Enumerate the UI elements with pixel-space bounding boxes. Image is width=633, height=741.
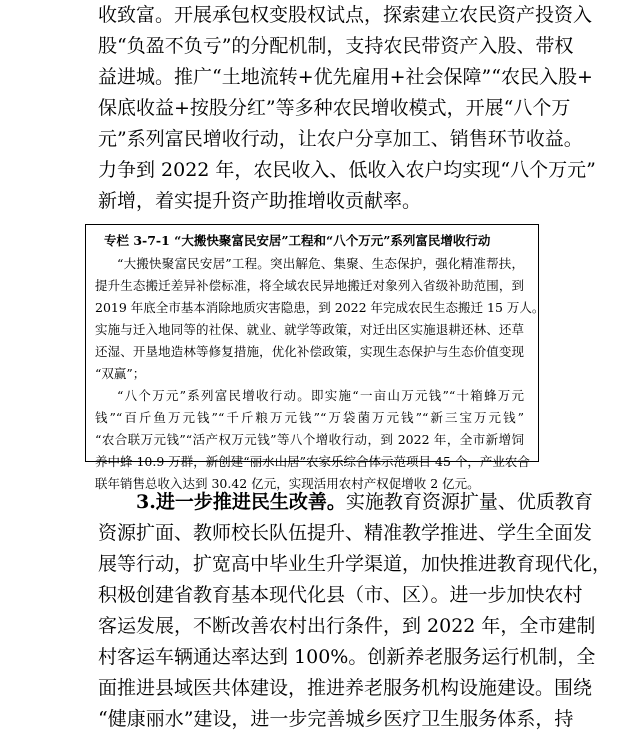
box-line: “八个万元”系列富民增收行动。即实施“一亩山万元钱”“十箱蜂万元 [117,388,524,403]
box-line: 实施与迁入地同等的社保、就业、就学等政策，对迁出区实施退耕还林、还草 [95,322,524,337]
intro-line: 力争到 2022 年，农民收入、低收入农户均实现“八个万元” [98,159,596,181]
box-line: “农合联万元钱”“活产权万元钱”等八个增收行动，到 2022 年，全市新增饲 [95,432,524,447]
section-heading: 3.进一步推进民生改善。 [136,491,346,513]
box-line: “大搬快聚富民安居”工程。突出解危、集聚、生态保护，强化精准帮扶， [117,256,524,271]
box-title: 专栏 3-7-1 “大搬快聚富民安居”工程和“八个万元”系列富民增收行动 [104,233,491,248]
section-first-line [136,489,593,516]
section-line: 村客运车辆通达率达到 100%。创新养老服务运行机制，全 [98,646,596,668]
intro-line: 新增，着实提升资产助推增收贡献率。 [98,190,422,212]
box-line: “双赢”； [95,366,146,381]
box-line: 养中蜂 10.9 万群，新创建“丽水山居”农家乐综合体示范项目 45 个，产业农合 [95,454,530,469]
section-line: 资源扩面、教师校长队伍提升、精准教学推进、学生全面发 [98,522,593,544]
intro-line: 保底收益+按股分红”等多种农民增收模式，开展“八个万 [98,97,571,119]
intro-line: 收致富。开展承包权变股权试点，探索建立农民资产投资入 [98,4,593,26]
box-line: 钱”“百斤鱼万元钱”“千斤粮万元钱”“万袋菌万元钱”“新三宝万元钱” [95,410,524,425]
box-line: 提升生态搬迁差异补偿标准，将全域农民异地搬迁对象列入省级补助范围，到 [95,278,524,293]
intro-line: 益进城。推广“土地流转+优先雇用+社会保障”“农民入股+ [98,66,593,88]
section-first-line-text: 实施教育资源扩量、优质教育 [345,491,593,513]
box-line: 还湿、开垦地造林等修复措施，优化补偿政策，实现生态保护与生态价值变现 [95,344,524,359]
section-line: “健康丽水”建设，进一步完善城乡医疗卫生服务体系，持 [98,708,574,730]
section-line: 积极创建省教育基本现代化县（市、区）。进一步加快农村 [98,584,583,606]
section-line: 客运发展，不断改善农村出行条件，到 2022 年，全市建制 [98,615,596,637]
section-line: 展等行动，扩宽高中毕业生升学渠道，加快推进教育现代化， [98,553,612,575]
intro-line: 元”系列富民增收行动，让农户分享加工、销售环节收益。 [98,128,583,150]
box-line: 2019 年底全市基本消除地质灾害隐患，到 2022 年完成农民生态搬迁 15 万人。 [95,300,545,315]
intro-line: 股“负盈不负亏”的分配机制，支持农民带资产入股、带权 [98,35,574,57]
section-line: 面推进县域医共体建设，推进养老服务机构设施建设。围绕 [98,677,593,699]
box-line: 联年销售总收入达到 30.42 亿元，实现活用农村产权促增收 2 亿元。 [95,476,480,491]
